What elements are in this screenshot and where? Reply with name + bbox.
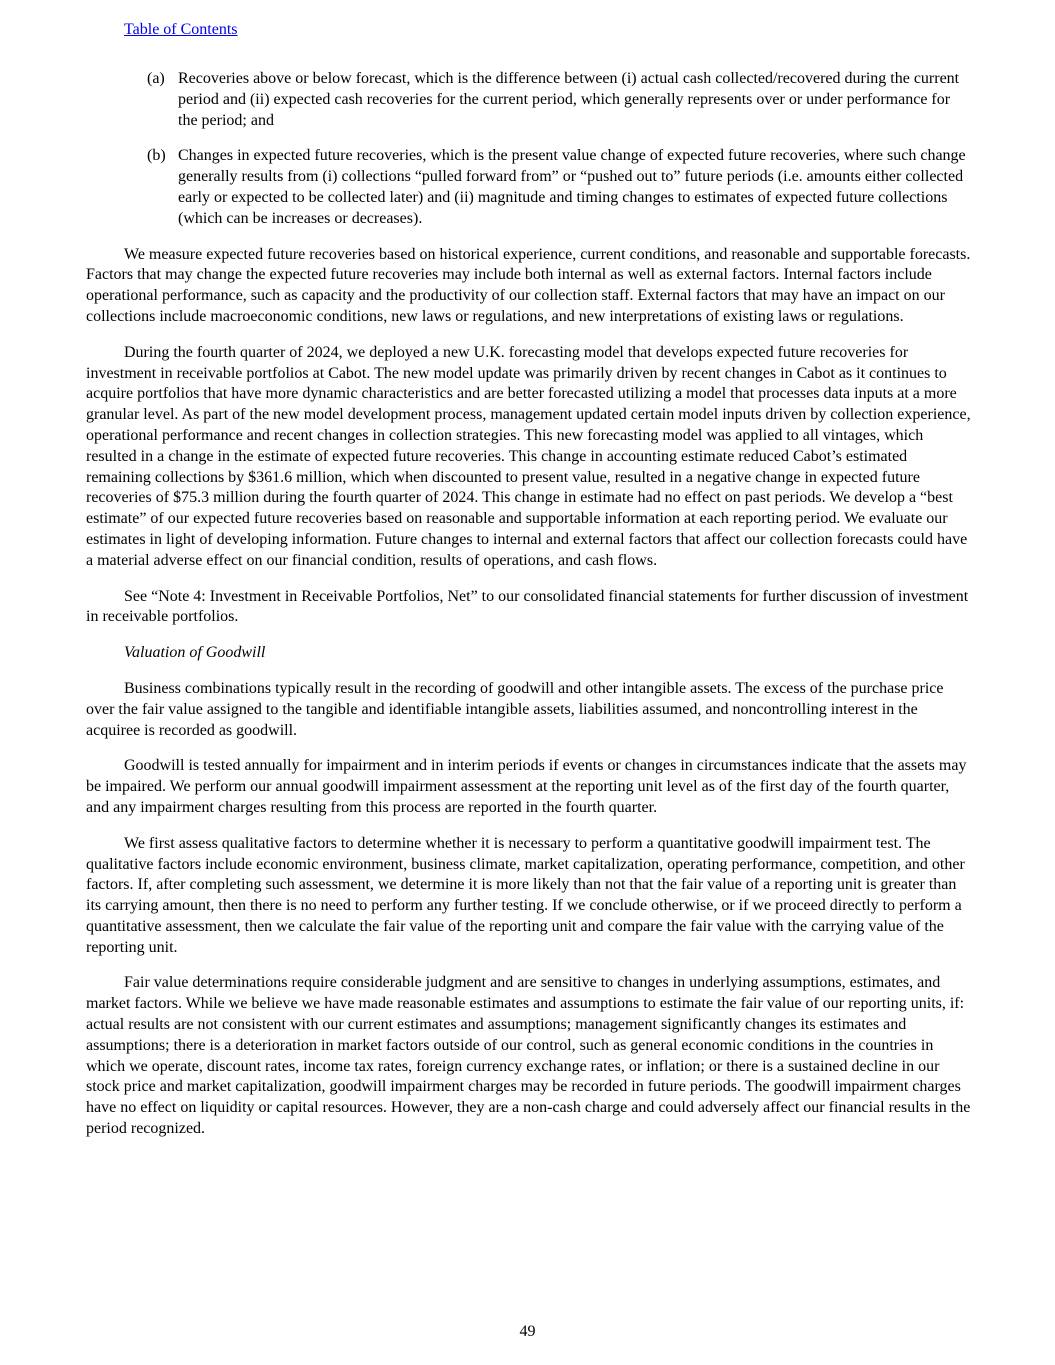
paragraph-expected-recoveries: We measure expected future recoveries based on historical experience, current conditions, and reasonable and supportable forecasts. Factors that may change the expected future recoveries may include both internal as well as external factors. Internal factors include operational performance, such as capacity and the productivity of our collection staff. External factors that may have an impact on our collections include macroeconomic conditions, new laws or regulations, and new interpretations of existing laws or regulations. — [86, 245, 971, 325]
list-marker: (a) — [147, 70, 165, 87]
paragraph-fair-value-determinations: Fair value determinations require considerable judgment and are sensitive to changes in underlying assumptions, estimates, and market factors. While we believe we have made reasonable estimates and assumptions to estimate the fair value of our reporting units, if: actual results are not consistent with our current estimates and assumptions; management significantly changes its estimates and assumptions; there is a deterioration in market factors outside of our control, such as general economic conditions in the countries in which we operate, discount rates, income tax rates, foreign currency exchange rates, or inflation; or there is a sustained decline in our stock price and market capitalization, goodwill impairment charges may be recorded in future periods. The goodwill impairment charges have no effect on liquidity or capital resources. However, they are a non-cash charge and could adversely affect our financial results in the period recognized. — [86, 974, 971, 1138]
list-marker: (b) — [147, 147, 166, 165]
list-item-text: Recoveries above or below forecast, which is the difference between (i) actual cash collected/recovered during the current period and (ii) expected cash recoveries for the current period, which generally represents over or under performance for the period; and — [178, 70, 960, 129]
paragraph-qualitative-factors: We first assess qualitative factors to determine whether it is necessary to perform a quantitative goodwill impairment test. The qualitative factors include economic environment, business climate, market capitalization, operating performance, competition, and other factors. If, after completing such assessment, we determine it is more likely than not that the fair value of a reporting unit is greater than its carrying amount, then there is no need to perform any further testing. If we conclude otherwise, or if we proceed directly to perform a quantitative assessment, then we calculate the fair value of the reporting unit and compare the fair value with the carrying value of the reporting unit. — [86, 834, 965, 956]
paragraph-note-reference: See “Note 4: Investment in Receivable Portfolios, Net” to our consolidated financial statements for further discussion of investment in receivable portfolios. — [86, 587, 969, 626]
list-item-text: Changes in expected future recoveries, which is the present value change of expected future recoveries, where such change generally results from (i) collections “pulled forward from” or “pushed out to” future periods (i.e. amounts either collected early or expected to be collected later) and (ii) magnitude and timing changes to estimates of expected future collections (which can be increases or decreases). — [178, 147, 966, 227]
paragraph-business-combinations: Business combinations typically result in the recording of goodwill and other intangible assets. The excess of the purchase price over the fair value assigned to the tangible and identifiable intangible assets, liabilities assumed, and noncontrolling interest in the acquiree is recorded as goodwill. — [86, 679, 944, 739]
table-of-contents-link[interactable]: Table of Contents — [124, 21, 238, 38]
page-number: 49 — [519, 1323, 536, 1340]
list-item-b — [147, 146, 972, 229]
page-content — [86, 69, 972, 1155]
paragraph-uk-forecasting-model: During the fourth quarter of 2024, we deployed a new U.K. forecasting model that develops expected future recoveries for investment in receivable portfolios at Cabot. The new model update was primarily driven by recent changes in Cabot as it continues to acquire portfolios that have more dynamic characteristics and are better forecasted utilizing a model that processes data inputs at a more granular level. As part of the new model development process, management updated certain model inputs driven by collection experience, operational performance and recent changes in collection strategies. This new forecasting model was applied to all vintages, which resulted in a change in the estimate of expected future recoveries. This change in accounting estimate reduced Cabot’s estimated remaining collections by $361.6 million, which when discounted to present value, resulted in a negative change in expected future recoveries of $75.3 million during the fourth quarter of 2024. This change in estimate had no effect on past periods. We develop a “best estimate” of our expected future recoveries based on reasonable and supportable information at each reporting period. We evaluate our estimates in light of developing information. Future changes to internal and external factors that affect our collection forecasts could have a material adverse effect on our financial condition, results of operations, and cash flows. — [86, 343, 971, 569]
paragraph-goodwill-testing: Goodwill is tested annually for impairment and in interim periods if events or changes in circumstances indicate that the assets may be impaired. We perform our annual goodwill impairment assessment at the reporting unit level as of the first day of the fourth quarter, and any impairment charges resulting from this process are reported in the fourth quarter. — [86, 757, 967, 816]
section-heading-valuation-of-goodwill: Valuation of Goodwill — [124, 644, 266, 662]
list-item-a — [147, 69, 972, 131]
